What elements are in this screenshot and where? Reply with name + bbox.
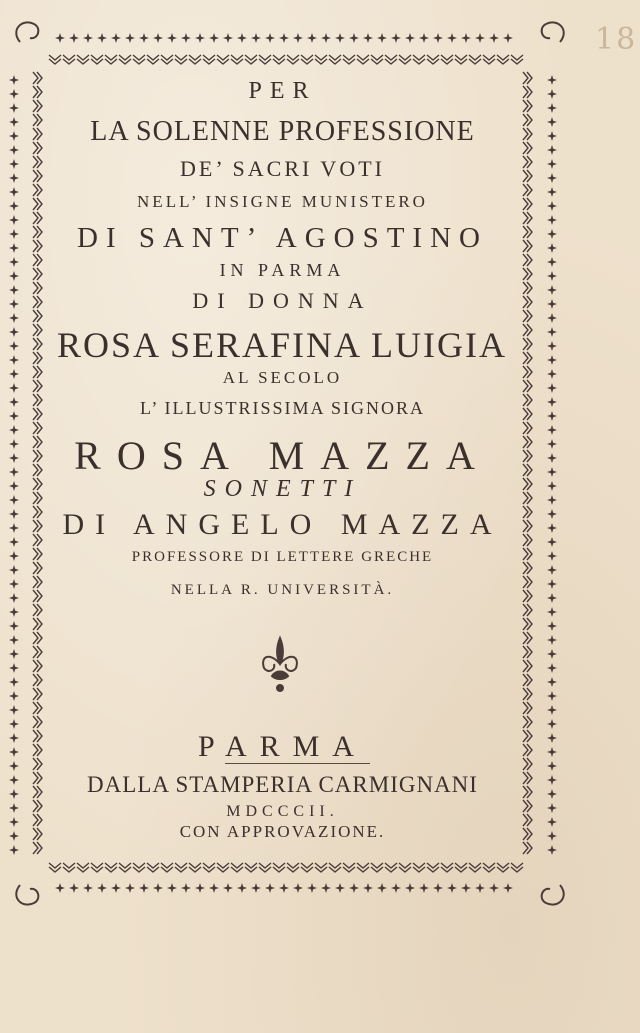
border-star bbox=[489, 33, 499, 43]
border-star bbox=[547, 201, 557, 211]
border-star bbox=[547, 565, 557, 575]
border-star bbox=[9, 467, 19, 477]
border-star bbox=[363, 33, 373, 43]
border-chevron bbox=[385, 55, 397, 64]
border-star bbox=[547, 705, 557, 715]
line-sant-agostino: DI SANT’ AGOSTINO bbox=[77, 222, 488, 254]
border-chevron bbox=[301, 55, 313, 64]
line-in-parma: IN PARMA bbox=[219, 260, 346, 280]
border-star bbox=[321, 883, 331, 893]
border-star bbox=[547, 397, 557, 407]
border-chevron bbox=[119, 863, 131, 872]
border-chevron bbox=[33, 674, 42, 686]
border-chevron bbox=[523, 702, 532, 714]
line-illustrissima-signora: L’ ILLUSTRISSIMA SIGNORA bbox=[139, 398, 426, 418]
border-star bbox=[83, 33, 93, 43]
border-bottom-chevrons bbox=[49, 863, 523, 872]
border-star bbox=[335, 883, 345, 893]
border-chevron bbox=[497, 55, 509, 64]
border-star bbox=[547, 747, 557, 757]
border-chevron bbox=[469, 55, 481, 64]
border-star bbox=[547, 285, 557, 295]
border-star bbox=[251, 33, 261, 43]
border-star bbox=[547, 327, 557, 337]
border-star bbox=[181, 883, 191, 893]
border-star bbox=[209, 33, 219, 43]
border-star bbox=[55, 33, 65, 43]
border-chevron bbox=[343, 863, 355, 872]
border-chevron bbox=[523, 646, 532, 658]
border-chevron bbox=[245, 863, 257, 872]
border-star bbox=[547, 691, 557, 701]
border-chevron bbox=[33, 632, 42, 644]
border-star bbox=[419, 883, 429, 893]
border-star bbox=[547, 89, 557, 99]
border-star bbox=[279, 33, 289, 43]
border-chevron bbox=[399, 55, 411, 64]
border-star bbox=[547, 537, 557, 547]
border-chevron bbox=[385, 863, 397, 872]
border-chevron bbox=[33, 702, 42, 714]
border-star bbox=[321, 33, 331, 43]
border-star bbox=[547, 663, 557, 673]
border-chevron bbox=[217, 863, 229, 872]
border-chevron bbox=[133, 55, 145, 64]
border-star bbox=[547, 411, 557, 421]
border-star bbox=[9, 509, 19, 519]
border-chevron bbox=[455, 55, 467, 64]
border-star bbox=[447, 883, 457, 893]
border-chevron bbox=[33, 716, 42, 728]
border-star bbox=[9, 663, 19, 673]
border-chevron bbox=[371, 55, 383, 64]
border-star bbox=[447, 33, 457, 43]
imprint-rule bbox=[225, 763, 370, 764]
border-star bbox=[9, 649, 19, 659]
border-star bbox=[547, 229, 557, 239]
border-chevron bbox=[77, 55, 89, 64]
border-chevron bbox=[147, 55, 159, 64]
border-star bbox=[9, 341, 19, 351]
border-star bbox=[167, 883, 177, 893]
fleur-vignette-icon bbox=[250, 630, 310, 700]
border-star bbox=[9, 775, 19, 785]
border-chevron bbox=[231, 55, 243, 64]
border-star bbox=[9, 271, 19, 281]
border-chevron bbox=[343, 55, 355, 64]
border-star bbox=[111, 883, 121, 893]
border-star bbox=[9, 257, 19, 267]
border-star bbox=[503, 883, 513, 893]
border-star bbox=[195, 33, 205, 43]
border-star bbox=[9, 733, 19, 743]
line-year: MDCCCII. bbox=[226, 803, 339, 820]
border-star bbox=[547, 75, 557, 85]
border-star bbox=[9, 425, 19, 435]
border-star bbox=[9, 313, 19, 323]
border-star bbox=[9, 187, 19, 197]
border-star bbox=[69, 883, 79, 893]
border-star bbox=[9, 369, 19, 379]
border-chevron bbox=[175, 863, 187, 872]
border-chevron bbox=[147, 863, 159, 872]
border-chevron bbox=[49, 55, 61, 64]
border-star bbox=[547, 845, 557, 855]
border-star bbox=[547, 271, 557, 281]
border-star bbox=[9, 145, 19, 155]
border-left-stars bbox=[9, 75, 19, 855]
border-star bbox=[547, 257, 557, 267]
border-star bbox=[139, 883, 149, 893]
border-chevron bbox=[33, 618, 42, 630]
border-star bbox=[209, 883, 219, 893]
line-angelo-mazza: DI ANGELO MAZZA bbox=[62, 508, 503, 541]
border-star bbox=[9, 789, 19, 799]
border-star bbox=[307, 33, 317, 43]
border-top-chevrons bbox=[49, 55, 523, 64]
border-star bbox=[265, 33, 275, 43]
border-star bbox=[167, 33, 177, 43]
border-star bbox=[195, 883, 205, 893]
border-star bbox=[69, 33, 79, 43]
border-chevron bbox=[523, 674, 532, 686]
border-star bbox=[9, 215, 19, 225]
line-di-donna: DI DONNA bbox=[192, 288, 373, 313]
border-star bbox=[547, 831, 557, 841]
border-star bbox=[377, 883, 387, 893]
line-approvazione: CON APPROVAZIONE. bbox=[179, 822, 386, 841]
border-star bbox=[547, 551, 557, 561]
border-chevron bbox=[427, 863, 439, 872]
border-star bbox=[9, 537, 19, 547]
border-star bbox=[489, 883, 499, 893]
line-professore: PROFESSORE DI LETTERE GRECHE bbox=[131, 549, 434, 565]
border-star bbox=[547, 173, 557, 183]
border-chevron bbox=[427, 55, 439, 64]
border-star bbox=[547, 523, 557, 533]
border-chevron bbox=[399, 863, 411, 872]
border-chevron bbox=[511, 863, 523, 872]
border-star bbox=[503, 33, 513, 43]
border-star bbox=[547, 635, 557, 645]
border-star bbox=[9, 397, 19, 407]
border-star bbox=[547, 103, 557, 113]
border-star bbox=[335, 33, 345, 43]
border-star bbox=[153, 883, 163, 893]
border-star bbox=[547, 313, 557, 323]
line-stamperia-carmignani: DALLA STAMPERIA CARMIGNANI bbox=[87, 772, 478, 797]
border-star bbox=[9, 565, 19, 575]
border-star bbox=[391, 33, 401, 43]
border-star bbox=[547, 215, 557, 225]
border-chevron bbox=[413, 863, 425, 872]
border-star bbox=[547, 509, 557, 519]
border-star bbox=[9, 159, 19, 169]
border-star bbox=[9, 383, 19, 393]
border-star bbox=[547, 425, 557, 435]
border-star bbox=[9, 285, 19, 295]
border-star bbox=[307, 883, 317, 893]
border-chevron bbox=[245, 55, 257, 64]
border-chevron bbox=[413, 55, 425, 64]
border-star bbox=[293, 883, 303, 893]
border-star bbox=[547, 355, 557, 365]
border-star bbox=[547, 803, 557, 813]
border-chevron bbox=[483, 863, 495, 872]
border-chevron bbox=[49, 863, 61, 872]
border-chevron bbox=[231, 863, 243, 872]
border-star bbox=[547, 481, 557, 491]
border-chevron bbox=[161, 55, 173, 64]
border-star bbox=[547, 761, 557, 771]
border-chevron bbox=[523, 604, 532, 616]
border-star bbox=[9, 719, 19, 729]
border-star bbox=[547, 383, 557, 393]
border-chevron bbox=[63, 55, 75, 64]
border-star bbox=[9, 131, 19, 141]
border-chevron bbox=[33, 646, 42, 658]
border-chevron bbox=[329, 55, 341, 64]
border-star bbox=[9, 117, 19, 127]
border-chevron bbox=[217, 55, 229, 64]
border-star bbox=[251, 883, 261, 893]
border-star bbox=[9, 579, 19, 589]
border-star bbox=[405, 883, 415, 893]
border-star bbox=[547, 145, 557, 155]
border-star bbox=[547, 817, 557, 827]
border-star bbox=[547, 621, 557, 631]
border-star bbox=[363, 883, 373, 893]
border-star bbox=[111, 33, 121, 43]
border-star bbox=[9, 89, 19, 99]
border-star bbox=[153, 33, 163, 43]
border-chevron bbox=[203, 863, 215, 872]
border-star bbox=[547, 439, 557, 449]
border-star bbox=[475, 33, 485, 43]
border-chevron bbox=[523, 842, 532, 854]
border-star bbox=[547, 299, 557, 309]
border-right-stars bbox=[547, 75, 557, 855]
border-chevron bbox=[273, 863, 285, 872]
border-star bbox=[9, 551, 19, 561]
border-star bbox=[475, 883, 485, 893]
border-chevron bbox=[523, 688, 532, 700]
border-star bbox=[9, 845, 19, 855]
border-chevron bbox=[483, 55, 495, 64]
border-star bbox=[83, 883, 93, 893]
border-star bbox=[279, 883, 289, 893]
border-star bbox=[9, 243, 19, 253]
border-star bbox=[9, 831, 19, 841]
border-star bbox=[139, 33, 149, 43]
border-chevron bbox=[33, 842, 42, 854]
border-chevron bbox=[523, 632, 532, 644]
border-star bbox=[97, 883, 107, 893]
border-star bbox=[9, 75, 19, 85]
border-chevron bbox=[273, 55, 285, 64]
border-chevron bbox=[523, 660, 532, 672]
folio-number: 18 bbox=[595, 22, 638, 57]
border-star bbox=[181, 33, 191, 43]
border-star bbox=[377, 33, 387, 43]
border-star bbox=[547, 733, 557, 743]
border-star bbox=[237, 33, 247, 43]
border-chevron bbox=[33, 604, 42, 616]
border-star bbox=[9, 635, 19, 645]
border-chevron bbox=[259, 55, 271, 64]
line-per: PER bbox=[248, 78, 317, 104]
border-star bbox=[9, 523, 19, 533]
border-star bbox=[349, 33, 359, 43]
border-star bbox=[125, 33, 135, 43]
border-chevron bbox=[523, 618, 532, 630]
border-star bbox=[547, 719, 557, 729]
border-star bbox=[9, 495, 19, 505]
border-chevron bbox=[161, 863, 173, 872]
border-chevron bbox=[33, 688, 42, 700]
border-bottom-stars bbox=[55, 883, 513, 893]
border-chevron bbox=[189, 55, 201, 64]
border-star bbox=[265, 883, 275, 893]
border-chevron bbox=[287, 55, 299, 64]
border-star bbox=[547, 243, 557, 253]
border-star bbox=[547, 131, 557, 141]
border-chevron bbox=[357, 55, 369, 64]
border-star bbox=[349, 883, 359, 893]
border-chevron bbox=[105, 863, 117, 872]
border-star bbox=[55, 883, 65, 893]
line-solenne-professione: LA SOLENNE PROFESSIONE bbox=[90, 116, 475, 147]
border-star bbox=[391, 883, 401, 893]
border-chevron bbox=[329, 863, 341, 872]
border-star bbox=[125, 883, 135, 893]
border-chevron bbox=[371, 863, 383, 872]
border-star bbox=[547, 677, 557, 687]
border-chevron bbox=[469, 863, 481, 872]
border-star bbox=[9, 439, 19, 449]
border-star bbox=[433, 33, 443, 43]
border-star bbox=[433, 883, 443, 893]
border-star bbox=[9, 593, 19, 603]
border-chevron bbox=[287, 863, 299, 872]
border-chevron bbox=[523, 716, 532, 728]
border-star bbox=[9, 327, 19, 337]
border-top-stars bbox=[55, 33, 513, 43]
border-star bbox=[9, 411, 19, 421]
border-chevron bbox=[315, 863, 327, 872]
border-star bbox=[461, 33, 471, 43]
border-star bbox=[405, 33, 415, 43]
border-chevron bbox=[119, 55, 131, 64]
border-star bbox=[9, 817, 19, 827]
border-star bbox=[547, 369, 557, 379]
border-star bbox=[461, 883, 471, 893]
border-star bbox=[547, 579, 557, 589]
border-chevron bbox=[357, 863, 369, 872]
line-al-secolo: AL SECOLO bbox=[222, 368, 343, 387]
border-star bbox=[9, 705, 19, 715]
border-star bbox=[9, 299, 19, 309]
border-star bbox=[547, 607, 557, 617]
border-star bbox=[547, 453, 557, 463]
border-chevron bbox=[259, 863, 271, 872]
border-star bbox=[9, 803, 19, 813]
border-star bbox=[9, 103, 19, 113]
border-star bbox=[547, 117, 557, 127]
border-star bbox=[547, 159, 557, 169]
border-star bbox=[9, 201, 19, 211]
border-star bbox=[547, 593, 557, 603]
border-star bbox=[9, 621, 19, 631]
border-chevron bbox=[33, 660, 42, 672]
border-chevron bbox=[91, 863, 103, 872]
border-star bbox=[547, 467, 557, 477]
border-chevron bbox=[511, 55, 523, 64]
border-star bbox=[97, 33, 107, 43]
border-star bbox=[237, 883, 247, 893]
border-star bbox=[547, 775, 557, 785]
border-chevron bbox=[189, 863, 201, 872]
border-chevron bbox=[455, 863, 467, 872]
border-star bbox=[9, 355, 19, 365]
line-parma-imprint: PARMA bbox=[198, 730, 367, 763]
border-star bbox=[9, 747, 19, 757]
border-chevron bbox=[203, 55, 215, 64]
border-star bbox=[419, 33, 429, 43]
border-chevron bbox=[441, 863, 453, 872]
border-chevron bbox=[105, 55, 117, 64]
border-star bbox=[9, 173, 19, 183]
border-chevron bbox=[133, 863, 145, 872]
border-chevron bbox=[441, 55, 453, 64]
border-star bbox=[9, 691, 19, 701]
line-insigne-munistero: NELL’ INSIGNE MUNISTERO bbox=[137, 192, 428, 211]
border-chevron bbox=[77, 863, 89, 872]
line-rosa-serafina-luigia: ROSA SERAFINA LUIGIA bbox=[56, 325, 508, 365]
border-star bbox=[9, 761, 19, 771]
border-chevron bbox=[63, 863, 75, 872]
border-star bbox=[547, 187, 557, 197]
border-star bbox=[9, 453, 19, 463]
border-star bbox=[547, 341, 557, 351]
border-star bbox=[9, 677, 19, 687]
border-star bbox=[9, 481, 19, 491]
border-star bbox=[547, 649, 557, 659]
border-star bbox=[223, 33, 233, 43]
border-star bbox=[9, 607, 19, 617]
border-star bbox=[293, 33, 303, 43]
line-universita: NELLA R. UNIVERSITÀ. bbox=[170, 582, 395, 598]
border-chevron bbox=[497, 863, 509, 872]
border-chevron bbox=[91, 55, 103, 64]
border-chevron bbox=[315, 55, 327, 64]
border-star bbox=[9, 229, 19, 239]
border-chevron bbox=[301, 863, 313, 872]
line-rosa-mazza: ROSA MAZZA bbox=[74, 433, 491, 478]
line-sacri-voti: DE’ SACRI VOTI bbox=[180, 156, 385, 181]
border-chevron bbox=[175, 55, 187, 64]
border-star bbox=[223, 883, 233, 893]
line-sonetti: SONETTI bbox=[203, 476, 362, 502]
border-star bbox=[547, 495, 557, 505]
border-star bbox=[547, 789, 557, 799]
